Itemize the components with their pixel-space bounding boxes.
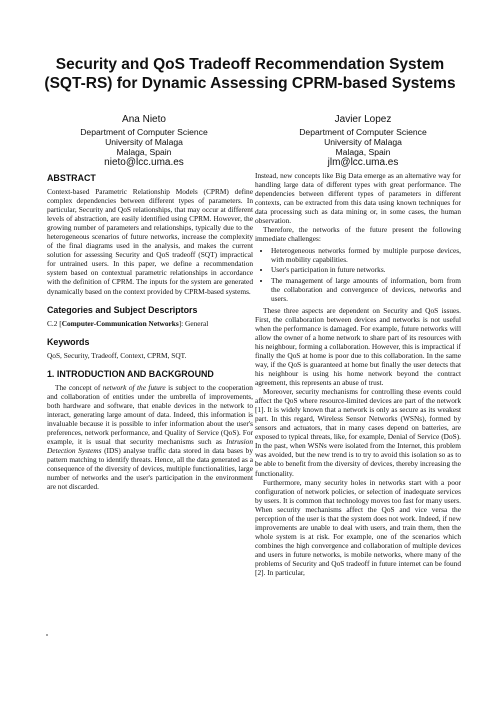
page-mark bbox=[46, 634, 48, 636]
author-1 bbox=[34, 114, 254, 169]
list-item: • The management of large amounts of information, born from the collaboration and convergence of devices, networks and users. bbox=[271, 276, 461, 303]
abstract-heading: ABSTRACT bbox=[47, 173, 96, 183]
challenge-list bbox=[255, 246, 461, 302]
author-city: Malaga, Spain bbox=[116, 147, 172, 157]
author-name: Javier Lopez bbox=[334, 114, 392, 125]
abstract-text: Context-based Parametric Relationship Models (CPRM) define complex dependencies between different types of parameters. In particular, Security and QoS relationships, that may occur at different levels of abstraction, are easily identified using CPRM. However, the growing number of parameters and relationships, typically due to the heterogeneous scenarios of future networks, increase the complexity of the final diagrams used in the analysis, and makes the current solution for assessing Security and QoS tradeoff (SQT) impractical for untrained users. In this paper, we define a recommendation system based on contextual parametric relationships in accordance with the definition of CPRM. The inputs for the system are generated dynamically based on the context provided by CPRM-based systems. bbox=[47, 187, 253, 296]
paragraph: Therefore, the networks of the future present the following immediate challenges: bbox=[255, 225, 461, 244]
paragraph: These three aspects are dependent on Security and QoS issues. First, the collaboration between devices and networks is not useful when the performance is damaged. For example, future networks will allow the owner of a home network to share part of its resources with his neighbour, forming a collaboration. However, this is impractical if finally the QoS at home is poor due to this collaboration. In the same way, if the QoS is guaranteed at home but finally the user detects that his neighbour is using his home network beyond the contract agreement, this represents an abuse of trust. bbox=[255, 305, 461, 388]
paragraph: Moreover, security mechanisms for controlling these events could affect the QoS where resource-limited devices are part of the network [1]. It is widely known that a network is only as secure as its weakest part. In this regard, Wireless Sensor Networks (WSNs), formed by sensors and actuators, that in many cases depend on batteries, are exposed to typical threats, like, for example, Denial of Service (DoS). In the past, when WSNs were isolated from the Internet, this problem was avoided, but the new trend is to try to avoid this isolation so as to be able to benefit from the diversity of devices, thereby increasing the functionality. bbox=[255, 387, 461, 478]
section-heading-introduction: 1. INTRODUCTION AND BACKGROUND bbox=[47, 368, 214, 379]
author-univ: University of Malaga bbox=[105, 137, 183, 147]
list-item: • User's participation in future networks. bbox=[271, 265, 461, 274]
keywords-text: QoS, Security, Tradeoff, Context, CPRM, SQT. bbox=[47, 350, 187, 360]
paragraph: Furthermore, many security holes in networks start with a poor configuration of network policies, or selection of inadequate services by users. It is common that technology moves too fast for many users. When security mechanisms affect the QoS and vice versa the perception of the user is that the system does not work. Indeed, if new improvements are unable to deal with users, and train them, then the whole system is at risk. For example, one of the scenarios which combines the high convergence and collaboration of multiple devices and users in future networks, is mobile networks, where many of the problems of Security and QoS tradeoff in future internet can be found [2]. In particular, bbox=[255, 477, 461, 578]
author-email: jlm@lcc.uma.es bbox=[327, 157, 399, 168]
author-city: Malaga, Spain bbox=[335, 147, 391, 157]
author-email: nieto@lcc.uma.es bbox=[104, 157, 184, 168]
author-name: Ana Nieto bbox=[122, 114, 166, 125]
author-univ: University of Malaga bbox=[324, 137, 402, 147]
right-column bbox=[255, 171, 461, 577]
author-dept: Department of Computer Science bbox=[299, 127, 427, 137]
keywords-heading: Keywords bbox=[47, 336, 90, 347]
left-column bbox=[47, 173, 253, 491]
list-item: • Heterogeneous networks formed by multiple purpose devices, with mobility capabilities. bbox=[271, 246, 461, 264]
author-2 bbox=[253, 114, 473, 169]
intro-paragraph: The concept of network of the future is subject to the cooperation and collaboration of entities under the umbrella of improvements, both hardware and software, that enable devices in the network to interact, generating large amount of data. Indeed, this information is invaluable because it is possible to infer information about the user's preferences, network performance, and Quality of Service (QoS). For example, it is usual that security mechanisms such as Intrusion Detection Systems (IDS) analyse traffic data stored in data bases by pattern matching to identify threats. Hence, all the data generated as a consequence of the diversity of devices, multiple functionalities, large number of networks and the user's participation in the environment are not discarded. bbox=[47, 382, 253, 492]
paper-title: Security and QoS Tradeoff Recommendation System (SQT-RS) for Dynamic Assessing CPRM-based Systems bbox=[44, 56, 456, 92]
categories-heading: Categories and Subject Descriptors bbox=[47, 304, 198, 315]
author-dept: Department of Computer Science bbox=[80, 127, 208, 137]
categories-text: C.2 [Computer-Communication Networks]: General bbox=[47, 318, 209, 328]
paragraph: Instead, new concepts like Big Data emerge as an alternative way for handling large data of different types with great performance. The dependencies between different types of parameters in different contexts, can be extracted from this data using known techniques for data processing such as data mining or, in some cases, the human observation. bbox=[255, 171, 461, 226]
